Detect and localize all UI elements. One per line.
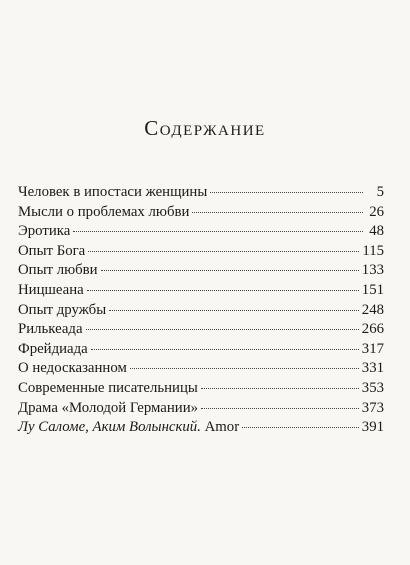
toc-leader-dots: [210, 191, 363, 193]
toc-entry: [18, 418, 384, 438]
toc-entry-page: 151: [361, 281, 384, 298]
page-title: Содержание: [144, 116, 266, 140]
toc-entry-page: 353: [361, 379, 384, 396]
toc-leader-dots: [86, 328, 359, 330]
toc-entry-title: Человек в ипостаси женщины: [18, 184, 208, 200]
toc-entry-page: 48: [369, 223, 384, 240]
toc-entry: [18, 261, 384, 281]
toc-entry-page: 317: [361, 340, 384, 357]
toc-leader-dots: [130, 367, 359, 369]
toc-entry: [18, 301, 384, 321]
toc-entry-title: Рилькеада: [18, 321, 83, 338]
toc-entry-page: 266: [361, 321, 384, 338]
toc-entry-page: 248: [361, 301, 384, 318]
toc-entry: [18, 281, 384, 301]
toc-entry-page: 115: [362, 242, 384, 259]
toc-entry: [18, 203, 384, 223]
toc-entry-title: О недосказанном: [18, 360, 127, 377]
toc-entry: [18, 399, 384, 419]
toc-entry-page: 133: [361, 262, 384, 279]
toc-entry: [18, 222, 384, 242]
toc-entry: [18, 183, 384, 203]
toc-entry-page: 5: [376, 184, 384, 200]
toc-entry-page: 391: [361, 419, 384, 436]
toc-entry-title: Эротика: [18, 223, 71, 240]
toc-entry: [18, 340, 384, 360]
toc-entry-page: 26: [369, 203, 384, 220]
toc-entry-page: 373: [361, 399, 384, 416]
toc-leader-dots: [101, 269, 359, 271]
table-of-contents: [18, 183, 384, 438]
toc-entry-work: Amor: [200, 419, 240, 436]
toc-entry-page: 331: [361, 360, 384, 377]
toc-leader-dots: [88, 250, 359, 252]
toc-entry-author: Лу Саломе, Аким Волынский.: [18, 419, 201, 436]
toc-leader-dots: [201, 387, 359, 389]
toc-leader-dots: [73, 230, 363, 232]
toc-entry: [18, 320, 384, 340]
toc-entry-title: Современные писательницы: [18, 379, 198, 396]
toc-entry-title: [18, 418, 239, 438]
toc-entry: [18, 242, 384, 262]
toc-entry-title: Опыт дружбы: [18, 301, 107, 318]
toc-leader-dots: [192, 211, 363, 213]
toc-entry-title: Фрейдиада: [18, 340, 88, 357]
toc-leader-dots: [242, 426, 359, 428]
toc-entry-title: Мысли о проблемах любви: [18, 203, 190, 220]
toc-entry-title: Ницшеана: [18, 281, 84, 298]
toc-entry-title: Опыт Бога: [18, 242, 86, 259]
toc-entry: [18, 379, 384, 399]
toc-leader-dots: [87, 289, 359, 291]
toc-entry: [18, 359, 384, 379]
toc-leader-dots: [201, 407, 359, 409]
toc-leader-dots: [109, 309, 359, 311]
toc-entry-title: Опыт любви: [18, 262, 98, 279]
toc-leader-dots: [91, 348, 359, 350]
toc-entry-title: Драма «Молодой Германии»: [18, 399, 199, 416]
